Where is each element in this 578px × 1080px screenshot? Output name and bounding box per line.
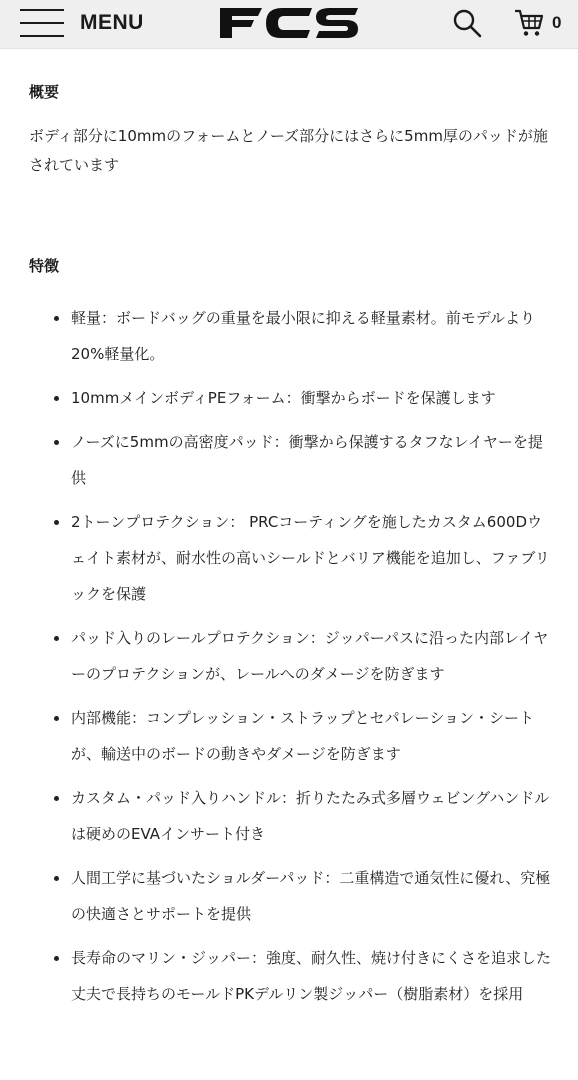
fcs-logo[interactable]: [218, 6, 360, 40]
list-item: 内部機能：コンプレッション・ストラップとセパレーション・シートが、輸送中のボードの動きやダメージを防ぎます: [29, 700, 551, 772]
cart-icon: [514, 8, 544, 38]
list-item: 10mmメインボディPEフォーム：衝撃からボードを保護します: [29, 380, 551, 416]
overview-text: ボディ部分に10mmのフォームとノーズ部分にはさらに5mm厚のパッドが施されています: [29, 127, 548, 174]
feature-list: [29, 300, 551, 1012]
list-item: 長寿命のマリン・ジッパー：強度、耐久性、焼け付きにくさを追求した丈夫で長持ちのモールドPKデルリン製ジッパー（樹脂素材）を採用: [29, 940, 551, 1012]
search-icon[interactable]: [452, 8, 482, 38]
list-item: 軽量：ボードバッグの重量を最小限に抑える軽量素材。前モデルより20%軽量化。: [29, 300, 551, 372]
list-item: 2トーンプロテクション： PRCコーティングを施したカスタム600Dウェイト素材が、耐水性の高いシールドとバリア機能を追加し、ファブリックを保護: [29, 504, 551, 612]
list-item: 人間工学に基づいたショルダーパッド：二重構造で通気性に優れ、究極の快適さとサポートを提供: [29, 860, 551, 932]
list-item: カスタム・パッド入りハンドル：折りたたみ式多層ウェビングハンドルは硬めのEVAインサート付き: [29, 780, 551, 852]
hamburger-icon: [20, 9, 64, 37]
list-item: パッド入りのレールプロテクション：ジッパーパスに沿った内部レイヤーのプロテクションが、レールへのダメージを防ぎます: [29, 620, 551, 692]
top-header: [0, 0, 578, 49]
list-item: ノーズに5mmの高密度パッド：衝撃から保護するタフなレイヤーを提供: [29, 424, 551, 496]
overview-title: 概要: [29, 83, 60, 101]
cart-button[interactable]: [514, 7, 561, 39]
cart-count: 0: [552, 13, 562, 32]
features-title: 特徴: [29, 257, 60, 275]
menu-label: MENU: [80, 11, 144, 34]
product-description: [29, 72, 551, 1020]
menu-button[interactable]: [20, 5, 144, 41]
